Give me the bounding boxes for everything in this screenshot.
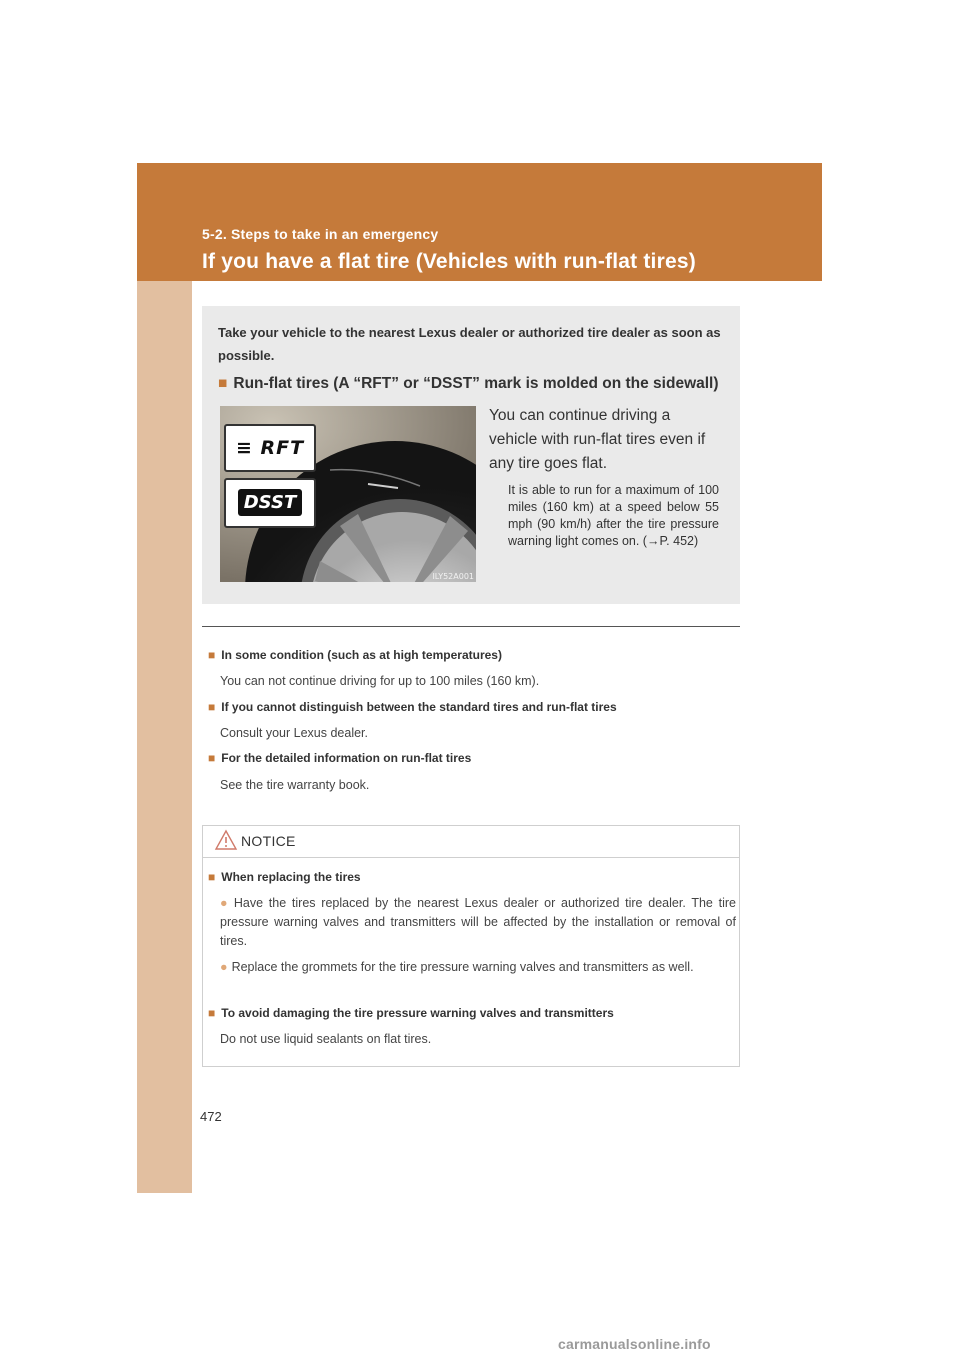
note-heading-text: In some condition (such as at high temperatures): [221, 648, 502, 662]
section-label: 5-2. Steps to take in an emergency: [202, 226, 439, 242]
notice-heading-text: When replacing the tires: [221, 870, 361, 884]
divider: [202, 626, 740, 627]
note-heading-3: [208, 751, 471, 765]
note-heading-1: [208, 648, 502, 662]
side-strip: [137, 163, 192, 1193]
note-heading-2: [208, 700, 617, 714]
detail-text: It is able to run for a maximum of 100 miles (160 km) at a speed below 55 mph (90 km/h) after the tire pressure warning light comes on. (→P. 452): [508, 483, 719, 548]
runflat-heading-text: Run-flat tires (A “RFT” or “DSST” mark is molded on the sidewall): [233, 375, 719, 392]
notice-bullet-text: Have the tires replaced by the nearest Lexus dealer or authorized tire dealer. The tire pressure warning valves and transmitters will be affected by the installation or removal of tires.: [220, 896, 736, 948]
notice-header-divider: [203, 857, 739, 858]
square-bullet-icon: ■: [218, 375, 228, 392]
tire-figure: [220, 406, 476, 582]
notice-bullet-text: Replace the grommets for the tire pressure warning valves and transmitters as well.: [231, 960, 694, 974]
note-body-1: You can not continue driving for up to 100 miles (160 km).: [220, 674, 540, 688]
notice-bullet-2: [220, 958, 736, 977]
note-heading-text: For the detailed information on run-flat tires: [221, 751, 472, 765]
square-bullet-icon: ■: [208, 751, 216, 765]
rft-mark-text: RFT: [260, 437, 305, 459]
square-bullet-icon: ■: [208, 1006, 216, 1020]
bullet-dot-icon: ●: [220, 960, 228, 974]
page-number: 472: [200, 1109, 222, 1124]
note-body-3: See the tire warranty book.: [220, 778, 370, 792]
notice-bullet-1: [220, 894, 736, 951]
dsst-mark: [224, 478, 316, 528]
notice-heading-1: [208, 870, 361, 884]
square-bullet-icon: ■: [208, 870, 216, 884]
continue-text: You can continue driving a vehicle with run-flat tires even if any tire goes flat.: [489, 407, 706, 472]
notice-heading-2: [208, 1006, 614, 1020]
bullet-dot-icon: ●: [220, 896, 230, 910]
warning-icon: [214, 829, 238, 851]
notice-body-2: Do not use liquid sealants on flat tires.: [220, 1032, 432, 1046]
notice-title: NOTICE: [241, 833, 296, 849]
figure-code: ILY52A001: [432, 572, 474, 581]
rft-mark: ≡ RFT: [224, 424, 316, 472]
intro-text: Take your vehicle to the nearest Lexus dealer or authorized tire dealer as soon as possible.: [218, 325, 721, 363]
runflat-heading: [218, 375, 738, 393]
watermark: carmanualsonline.info: [558, 1336, 711, 1352]
note-body-2: Consult your Lexus dealer.: [220, 726, 369, 740]
page-title: If you have a flat tire (Vehicles with run-flat tires): [202, 250, 696, 273]
note-heading-text: If you cannot distinguish between the standard tires and run-flat tires: [221, 700, 617, 714]
notice-heading-text: To avoid damaging the tire pressure warning valves and transmitters: [221, 1006, 614, 1020]
dsst-mark-text: DSST: [238, 489, 303, 516]
square-bullet-icon: ■: [208, 648, 216, 662]
square-bullet-icon: ■: [208, 700, 216, 714]
